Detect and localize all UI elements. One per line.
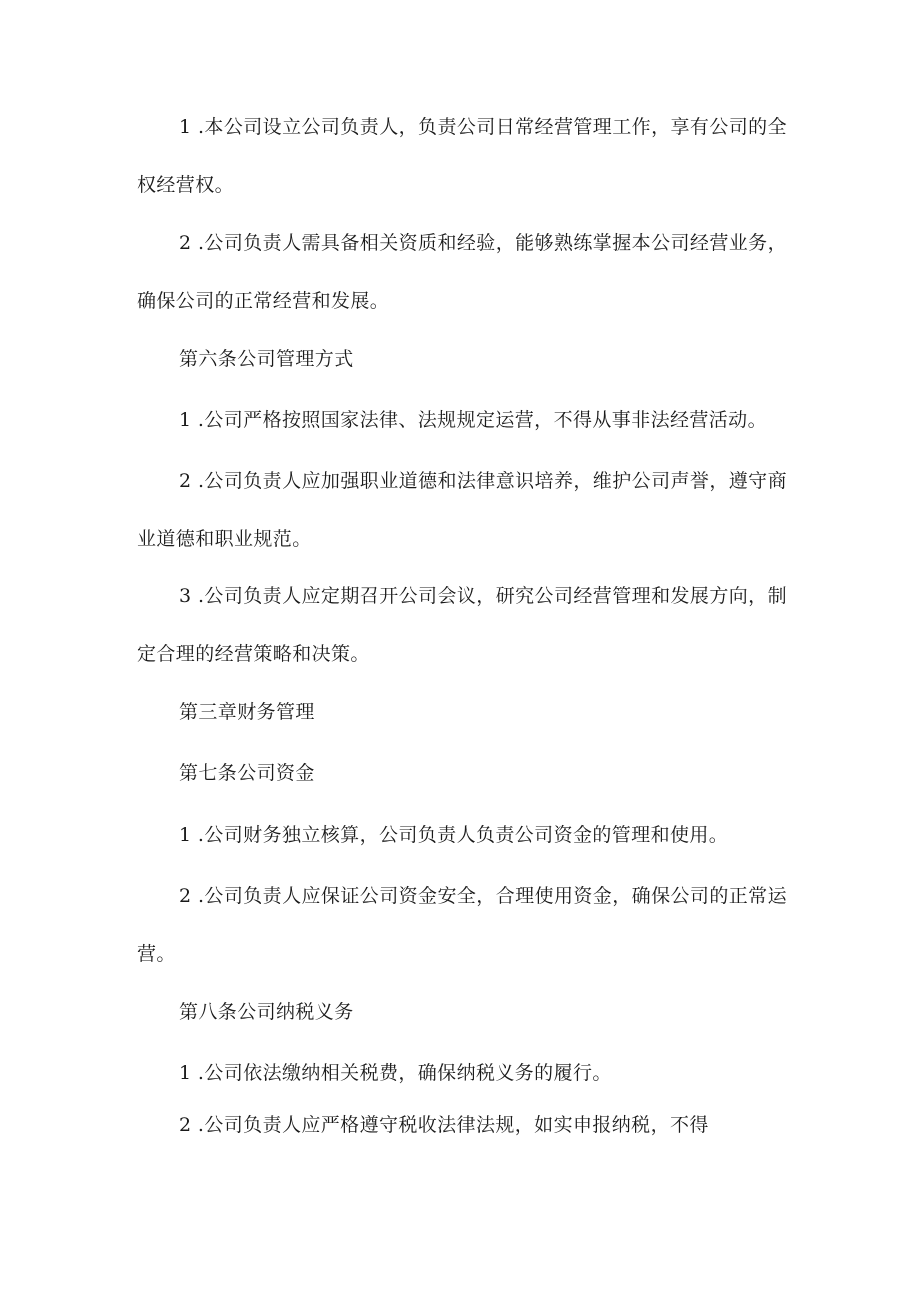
paragraph-6-3: 3 .公司负责人应定期召开公司会议，研究公司经营管理和发展方向，制定合理的经营策略和决策。: [137, 585, 787, 665]
paragraph-5-2: 2 .公司负责人需具备相关资质和经验，能够熟练掌握本公司经营业务，确保公司的正常经营和发展。: [137, 232, 787, 312]
article-heading-8: 第八条公司纳税义务: [179, 1001, 354, 1023]
paragraph-7-1: 1 .公司财务独立核算，公司负责人负责公司资金的管理和使用。: [179, 824, 729, 846]
chapter-heading-3: 第三章财务管理: [179, 701, 315, 723]
paragraph-6-1: 1 .公司严格按照国家法律、法规规定运营，不得从事非法经营活动。: [179, 409, 767, 431]
article-heading-6: 第六条公司管理方式: [179, 348, 354, 370]
paragraph-7-2: 2 .公司负责人应保证公司资金安全，合理使用资金，确保公司的正常运营。: [137, 885, 787, 965]
paragraph-6-2: 2 .公司负责人应加强职业道德和法律意识培养，维护公司声誉，遵守商业道德和职业规范。: [137, 470, 787, 550]
paragraph-8-1: 1 .公司依法缴纳相关税费，确保纳税义务的履行。: [179, 1062, 612, 1084]
paragraph-8-2: 2 .公司负责人应严格遵守税收法律法规，如实申报纳税，不得: [179, 1114, 709, 1136]
article-heading-7: 第七条公司资金: [179, 762, 315, 784]
paragraph-5-1: 1 .本公司设立公司负责人，负责公司日常经营管理工作，享有公司的全权经营权。: [137, 116, 787, 196]
